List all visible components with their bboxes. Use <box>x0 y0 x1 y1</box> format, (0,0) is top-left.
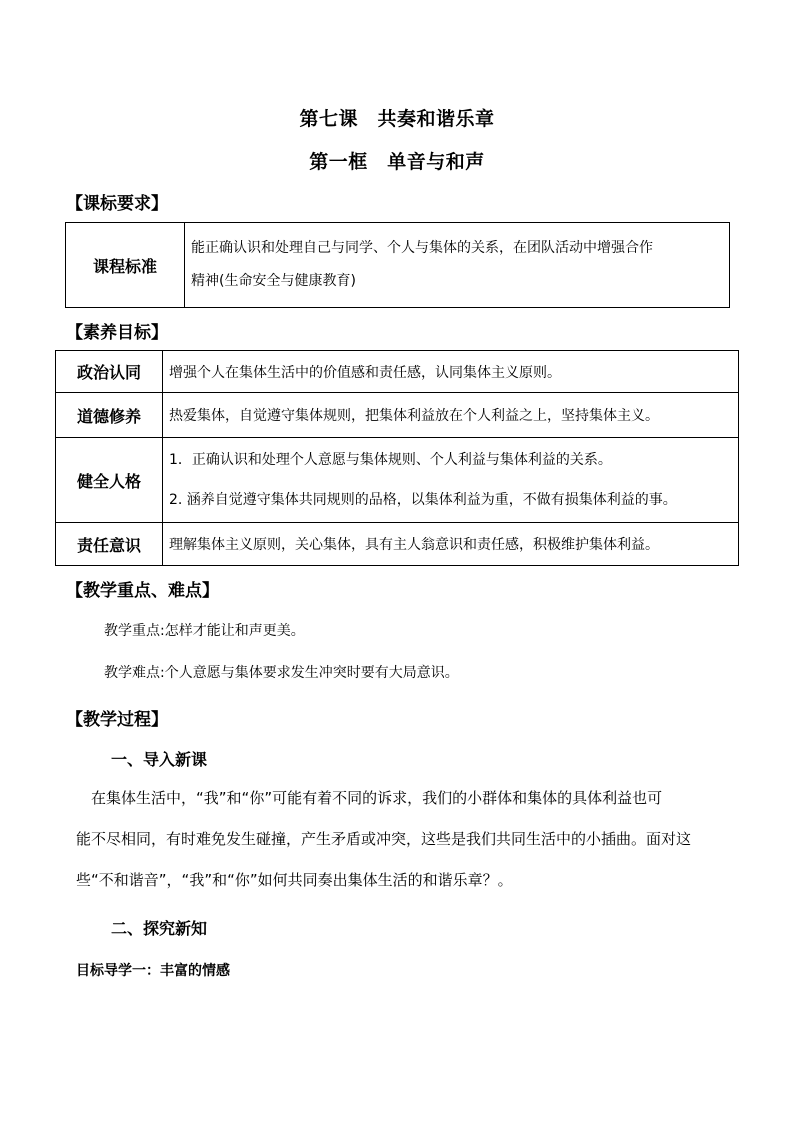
intro-paragraph <box>76 778 736 901</box>
curriculum-table <box>65 222 730 308</box>
goal-label: 政治认同 <box>56 351 163 393</box>
intro-line: 在集体生活中，“我”和“你”可能有着不同的诉求，我们的小群体和集体的具体利益也可 <box>76 789 663 807</box>
literacy-heading: 【素养目标】 <box>66 323 168 343</box>
step2-title: 二、探究新知 <box>111 919 208 938</box>
literacy-goals-table <box>55 350 739 566</box>
goal-text: 增强个人在集体生活中的价值感和责任感，认同集体主义原则。 <box>163 351 739 393</box>
intro-line: 些“不和谐音”，“我”和“你”如何共同奏出集体生活的和谐乐章？。 <box>76 871 513 889</box>
teaching-focus: 教学重点:怎样才能让和声更美。 <box>104 623 305 639</box>
curriculum-text-line1: 能正确认识和处理自己与同学、个人与集体的关系，在团队活动中增强合作 <box>191 240 653 256</box>
curriculum-heading: 【课标要求】 <box>66 194 168 214</box>
teaching-difficulty: 教学难点:个人意愿与集体要求发生冲突时要有大局意识。 <box>104 665 459 681</box>
goal-label: 责任意识 <box>56 523 163 566</box>
curriculum-label: 课程标准 <box>66 223 185 308</box>
goal-row <box>56 393 739 438</box>
goal-text <box>163 438 739 523</box>
goal-guide-1: 目标导学一：丰富的情感 <box>76 963 230 979</box>
goal-label: 健全人格 <box>56 438 163 523</box>
goal-row <box>56 351 739 393</box>
goal-text-line2: 2. 涵养自觉遵守集体共同规则的品格，以集体利益为重，不做有损集体利益的事。 <box>169 492 677 508</box>
key-points-heading: 【教学重点、难点】 <box>66 581 219 601</box>
lesson-subtitle: 第一框 单音与和声 <box>309 151 485 173</box>
goal-text-line1: 1．正确认识和处理个人意愿与集体规则、个人利益与集体利益的关系。 <box>169 452 612 468</box>
goal-row <box>56 523 739 566</box>
goal-label: 道德修养 <box>56 393 163 438</box>
step1-title: 一、导入新课 <box>111 750 208 769</box>
goal-row <box>56 438 739 523</box>
lesson-title: 第七课 共奏和谐乐章 <box>299 108 495 130</box>
goal-text: 理解集体主义原则，关心集体，具有主人翁意识和责任感，积极维护集体利益。 <box>163 523 739 566</box>
process-heading: 【教学过程】 <box>66 710 168 730</box>
goal-text: 热爱集体，自觉遵守集体规则，把集体利益放在个人利益之上，坚持集体主义。 <box>163 393 739 438</box>
curriculum-text-line2: 精神(生命安全与健康教育) <box>191 273 356 289</box>
intro-line: 能不尽相同，有时难免发生碰撞，产生矛盾或冲突，这些是我们共同生活中的小插曲。面对这 <box>76 830 692 848</box>
curriculum-text <box>185 223 730 308</box>
